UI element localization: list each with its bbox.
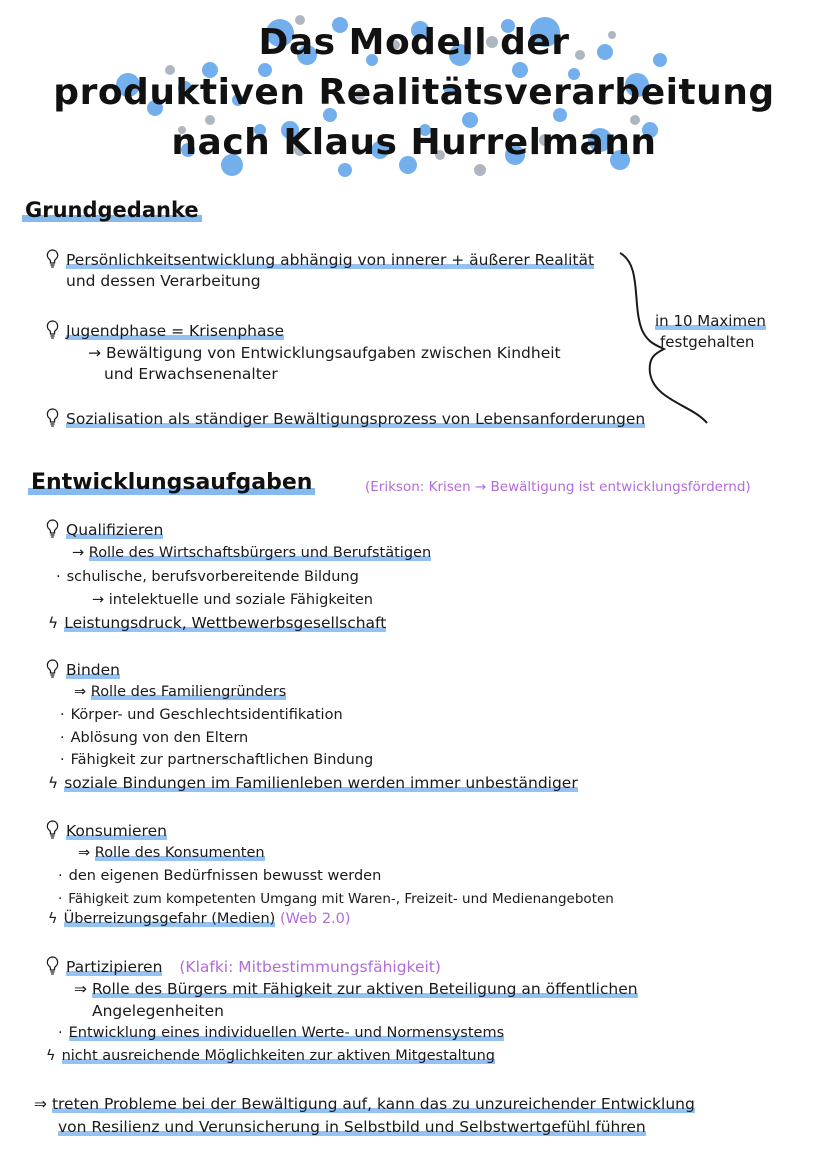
partizipieren-risk: ϟ nicht ausreichende Möglichkeiten zur aktiven Mitgestaltung [46, 1048, 495, 1064]
grundgedanke-item-2-sub-line-2: und Erwachsenenalter [104, 365, 278, 383]
title-line-2: produktiven Realitätsverarbeitung [53, 72, 775, 113]
grundgedanke-item-2: Jugendphase = Krisenphase [46, 320, 284, 340]
grundgedanke-item-1: Persönlichkeitsentwicklung abhängig von innerer + äußerer Realität [46, 249, 594, 269]
grundgedanke-item-1-line-2: und dessen Verarbeitung [66, 272, 261, 290]
partizipieren-title: Partizipieren (Klafki: Mitbestimmungsfähigkeit) [46, 956, 441, 976]
conclusion-line-1: ⇒ treten Probleme bei der Bewältigung auf, kann das zu unzureichender Entwicklung [34, 1095, 695, 1113]
section-heading-grundgedanke: Grundgedanke [22, 198, 202, 222]
title-line-1: Das Modell der [258, 22, 570, 63]
qualifizieren-risk: ϟ Leistungsdruck, Wettbewerbsgesellschaft [48, 614, 387, 632]
konsumieren-title: Konsumieren [46, 820, 167, 840]
maximen-note-line-1: in 10 Maximen [655, 312, 766, 330]
erikson-note: (Erikson: Krisen → Bewältigung ist entwicklungsfördernd) [365, 479, 751, 495]
lightbulb-icon [46, 320, 59, 339]
grundgedanke-item-2-sub: → Bewältigung von Entwicklungsaufgaben zwischen Kindheit [88, 344, 561, 362]
konsumieren-role: ⇒ Rolle des Konsumenten [78, 845, 265, 861]
binden-title: Binden [46, 659, 120, 679]
konsumieren-risk: ϟ Überreizungsgefahr (Medien) (Web 2.0) [48, 911, 351, 927]
binden-role: ⇒ Rolle des Familiengründers [74, 684, 287, 700]
lightbulb-icon [46, 408, 59, 427]
lightbulb-icon [46, 519, 59, 538]
qualifizieren-title: Qualifizieren [46, 519, 163, 539]
konsumieren-bullet-1: · den eigenen Bedürfnissen bewusst werden [58, 868, 382, 884]
partizipieren-bullet-1: · Entwicklung eines individuellen Werte- und Normensystems [58, 1025, 505, 1041]
maximen-note-line-2: festgehalten [660, 333, 755, 351]
konsumieren-bullet-2: · Fähigkeit zum kompetenten Umgang mit Waren-, Freizeit- und Medienangeboten [58, 891, 614, 907]
klafki-note: (Klafki: Mitbestimmungsfähigkeit) [179, 958, 441, 976]
title-line-3: nach Klaus Hurrelmann [171, 122, 657, 163]
qualifizieren-bullet-1: · schulische, berufsvorbereitende Bildung [56, 569, 359, 585]
lightbulb-icon [46, 249, 59, 268]
qualifizieren-role: → Rolle des Wirtschaftsbürgers und Berufstätigen [72, 545, 432, 561]
lightbulb-icon [46, 956, 59, 975]
lightbulb-icon [46, 820, 59, 839]
partizipieren-role: ⇒ Rolle des Bürgers mit Fähigkeit zur aktiven Beteiligung an öffentlichen [74, 980, 638, 998]
binden-risk: ϟ soziale Bindungen im Familienleben werden immer unbeständiger [48, 774, 578, 792]
partizipieren-role-line-2: Angelegenheiten [92, 1002, 224, 1020]
web-note: (Web 2.0) [279, 911, 351, 927]
qualifizieren-sub-1: → intelektuelle und soziale Fähigkeiten [92, 592, 373, 608]
conclusion-line-2: von Resilienz und Verunsicherung in Selbstbild und Selbstwertgefühl führen [58, 1118, 646, 1136]
binden-bullet-1: · Körper- und Geschlechtsidentifikation [60, 707, 343, 723]
section-heading-entwicklungsaufgaben: Entwicklungsaufgaben [28, 470, 315, 495]
binden-bullet-3: · Fähigkeit zur partnerschaftlichen Bindung [60, 752, 374, 768]
lightbulb-icon [46, 659, 59, 678]
grundgedanke-item-3: Sozialisation als ständiger Bewältigungsprozess von Lebensanforderungen [46, 408, 645, 428]
binden-bullet-2: · Ablösung von den Eltern [60, 730, 249, 746]
